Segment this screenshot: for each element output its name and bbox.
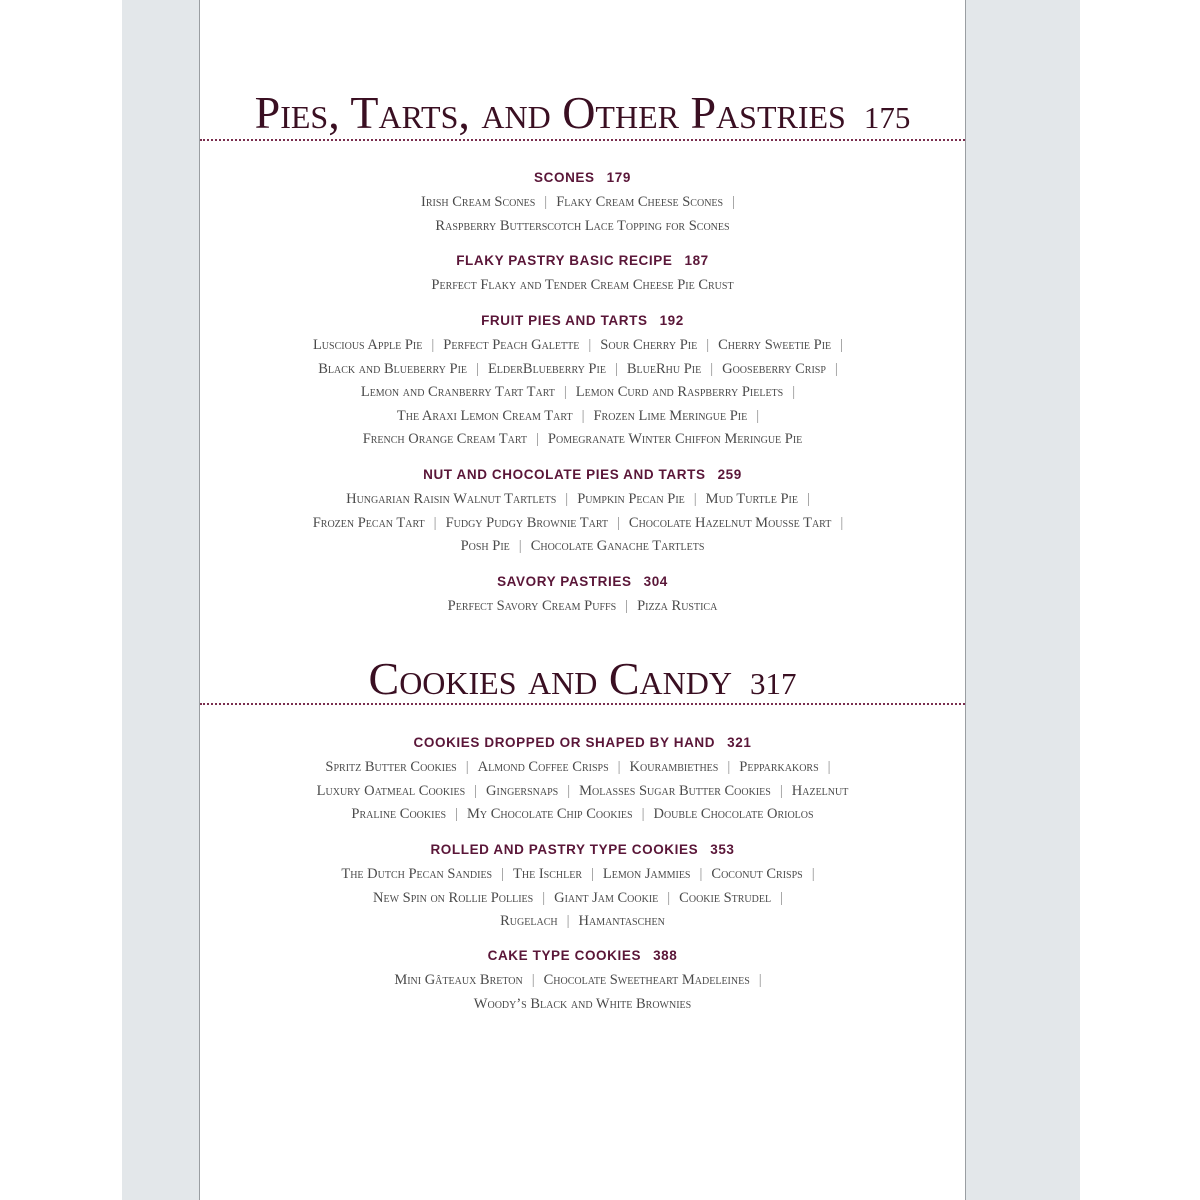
recipe-entry: Almond Coffee Crisps	[477, 759, 609, 775]
section-page-number: 187	[684, 253, 709, 268]
recipe-entry: Coconut Crisps	[711, 866, 803, 882]
recipe-entry: Chocolate Sweetheart Madeleines	[543, 972, 750, 988]
separator: |	[563, 384, 567, 400]
recipe-entry: Sour Cherry Pie	[600, 337, 698, 353]
separator: |	[531, 972, 535, 988]
separator: |	[542, 889, 546, 906]
recipe-line	[200, 969, 965, 993]
separator: |	[625, 598, 629, 614]
separator: |	[518, 538, 522, 554]
section-heading	[200, 733, 965, 753]
separator: |	[699, 866, 703, 882]
section-page-number: 304	[643, 574, 668, 589]
chapter-heading	[200, 88, 965, 143]
recipe-line	[200, 803, 965, 827]
recipe-line	[200, 358, 965, 382]
recipe-entry: BlueRhu Pie	[626, 360, 702, 377]
separator: |	[567, 782, 571, 799]
toc-section	[200, 840, 965, 934]
chapter-title: Pies, Tarts, and Other Pastries	[254, 87, 846, 138]
separator: |	[806, 491, 810, 507]
recipe-line	[200, 428, 965, 452]
separator: |	[840, 337, 844, 353]
recipe-entry: French Orange Cream Tart	[362, 431, 527, 447]
recipe-entry: Cherry Sweetie Pie	[718, 337, 832, 353]
recipe-entry: The Araxi Lemon Cream Tart	[396, 407, 573, 424]
section-title: SCONES	[534, 170, 595, 185]
chapter-divider	[200, 139, 965, 141]
recipe-entry: The Dutch Pecan Sandies	[341, 866, 493, 882]
toc-section	[200, 251, 965, 298]
recipe-line	[200, 756, 965, 780]
recipe-entry: ElderBlueberry Pie	[487, 360, 606, 377]
recipe-line	[200, 488, 965, 512]
recipe-entry: Posh Pie	[460, 538, 510, 554]
recipe-entry: Raspberry Butterscotch Lace Topping for Scones	[435, 217, 730, 234]
recipe-entry: Luxury Oatmeal Cookies	[316, 782, 466, 799]
toc-section	[200, 572, 965, 619]
recipe-entry: Pepparkakors	[739, 759, 819, 775]
separator: |	[476, 360, 479, 377]
separator: |	[710, 360, 714, 377]
separator: |	[617, 759, 621, 775]
separator: |	[758, 972, 762, 988]
section-title: FRUIT PIES AND TARTS	[481, 313, 648, 328]
section-title: SAVORY PASTRIES	[497, 574, 632, 589]
recipe-entry: Lemon Curd and Raspberry Pielets	[575, 384, 784, 400]
recipe-entry: Hamantaschen	[578, 913, 665, 929]
separator: |	[614, 360, 618, 377]
recipe-line	[200, 274, 965, 298]
chapter-page-number: 175	[863, 100, 911, 135]
recipe-entry: Gooseberry Crisp	[722, 360, 826, 377]
recipe-line	[200, 512, 965, 536]
section-title: CAKE TYPE COOKIES	[487, 948, 642, 963]
recipe-entry: Kourambiethes	[629, 759, 719, 775]
separator: |	[566, 913, 570, 929]
recipe-line	[200, 780, 965, 804]
recipe-entry: Frozen Pecan Tart	[312, 514, 425, 531]
recipe-line	[200, 887, 965, 911]
chapter-title: Cookies and Candy	[368, 653, 732, 704]
section-title: ROLLED AND PASTRY TYPE COOKIES	[430, 842, 699, 857]
separator: |	[727, 759, 731, 775]
recipe-entry: Cookie Strudel	[679, 889, 772, 906]
recipe-entry: Perfect Flaky and Tender Cream Cheese Pie Crust	[431, 277, 734, 293]
separator: |	[544, 194, 548, 210]
recipe-entry: Pomegranate Winter Chiffon Meringue Pie	[547, 431, 803, 447]
separator: |	[455, 806, 459, 822]
recipe-line	[200, 405, 965, 429]
recipe-entry: Black and Blueberry Pie	[318, 360, 468, 377]
section-title: COOKIES DROPPED OR SHAPED BY HAND	[413, 735, 716, 750]
separator: |	[780, 889, 783, 906]
recipe-line	[200, 215, 965, 239]
recipe-entry: Pizza Rustica	[637, 598, 718, 614]
recipe-line	[200, 993, 965, 1017]
section-page-number: 259	[717, 467, 742, 482]
recipe-entry: Rugelach	[500, 913, 558, 929]
toc-section	[200, 311, 965, 452]
separator: |	[827, 759, 831, 775]
toc-section	[200, 733, 965, 827]
recipe-entry: Hazelnut	[791, 782, 849, 799]
recipe-entry: Irish Cream Scones	[421, 194, 536, 210]
separator: |	[706, 337, 710, 353]
recipe-line	[200, 910, 965, 934]
recipe-entry: Luscious Apple Pie	[312, 337, 423, 353]
recipe-entry: Chocolate Ganache Tartlets	[530, 538, 705, 554]
recipe-line	[200, 334, 965, 358]
recipe-entry: Giant Jam Cookie	[554, 889, 659, 906]
section-heading	[200, 311, 965, 331]
section-heading	[200, 168, 965, 188]
separator: |	[474, 782, 478, 799]
toc-section	[200, 168, 965, 238]
recipe-entry: Pumpkin Pecan Pie	[577, 491, 685, 507]
section-page-number: 353	[710, 842, 735, 857]
separator: |	[501, 866, 505, 882]
section-title: NUT AND CHOCOLATE PIES AND TARTS	[423, 467, 706, 482]
recipe-entry: Flaky Cream Cheese Scones	[556, 194, 724, 210]
separator: |	[811, 866, 815, 882]
separator: |	[581, 407, 585, 424]
separator: |	[840, 514, 844, 531]
separator: |	[641, 806, 645, 822]
recipe-line	[200, 191, 965, 215]
recipe-entry: Woody’s Black and White Brownies	[473, 995, 692, 1012]
recipe-entry: My Chocolate Chip Cookies	[467, 806, 633, 822]
separator: |	[732, 194, 735, 210]
recipe-entry: The Ischler	[513, 866, 583, 882]
separator: |	[792, 384, 796, 400]
separator: |	[433, 514, 437, 531]
separator: |	[565, 491, 569, 507]
separator: |	[756, 407, 760, 424]
recipe-line	[200, 595, 965, 619]
separator: |	[591, 866, 594, 882]
recipe-entry: Spritz Butter Cookies	[325, 759, 457, 775]
separator: |	[465, 759, 469, 775]
recipe-entry: Molasses Sugar Butter Cookies	[579, 782, 771, 799]
recipe-entry: Chocolate Hazelnut Mousse Tart	[628, 514, 832, 531]
recipe-entry: Perfect Savory Cream Puffs	[447, 598, 617, 614]
separator: |	[431, 337, 435, 353]
recipe-entry: Praline Cookies	[351, 806, 447, 822]
recipe-entry: Mud Turtle Pie	[705, 491, 798, 507]
recipe-entry: Perfect Peach Galette	[443, 337, 580, 353]
chapter-divider	[200, 703, 965, 705]
recipe-line	[200, 535, 965, 559]
section-heading	[200, 572, 965, 592]
section-title: FLAKY PASTRY BASIC RECIPE	[456, 253, 673, 268]
recipe-entry: Gingersnaps	[486, 782, 559, 799]
separator: |	[667, 889, 671, 906]
recipe-entry: Lemon and Cranberry Tart Tart	[360, 384, 555, 400]
recipe-entry: New Spin on Rollie Pollies	[373, 889, 534, 906]
recipe-entry: Frozen Lime Meringue Pie	[593, 407, 748, 424]
recipe-line	[200, 381, 965, 405]
section-heading	[200, 840, 965, 860]
section-heading	[200, 465, 965, 485]
recipe-entry: Hungarian Raisin Walnut Tartlets	[346, 491, 557, 507]
separator: |	[693, 491, 697, 507]
recipe-entry: Mini Gâteaux Breton	[394, 972, 523, 988]
recipe-entry: Double Chocolate Oriolos	[653, 806, 814, 822]
separator: |	[834, 360, 838, 377]
toc-page	[199, 0, 966, 1200]
section-page-number: 321	[727, 735, 752, 750]
recipe-line	[200, 863, 965, 887]
recipe-entry: Fudgy Pudgy Brownie Tart	[445, 514, 608, 531]
separator: |	[779, 782, 783, 799]
section-heading	[200, 251, 965, 271]
recipe-entry: Lemon Jammies	[602, 866, 691, 882]
separator: |	[617, 514, 620, 531]
section-page-number: 388	[653, 948, 678, 963]
separator: |	[536, 431, 539, 447]
chapter-heading	[200, 654, 965, 709]
toc-section	[200, 465, 965, 559]
chapter-page-number: 317	[749, 666, 797, 701]
section-page-number: 192	[659, 313, 684, 328]
section-page-number: 179	[606, 170, 631, 185]
section-heading	[200, 946, 965, 966]
toc-section	[200, 946, 965, 1016]
separator: |	[588, 337, 592, 353]
